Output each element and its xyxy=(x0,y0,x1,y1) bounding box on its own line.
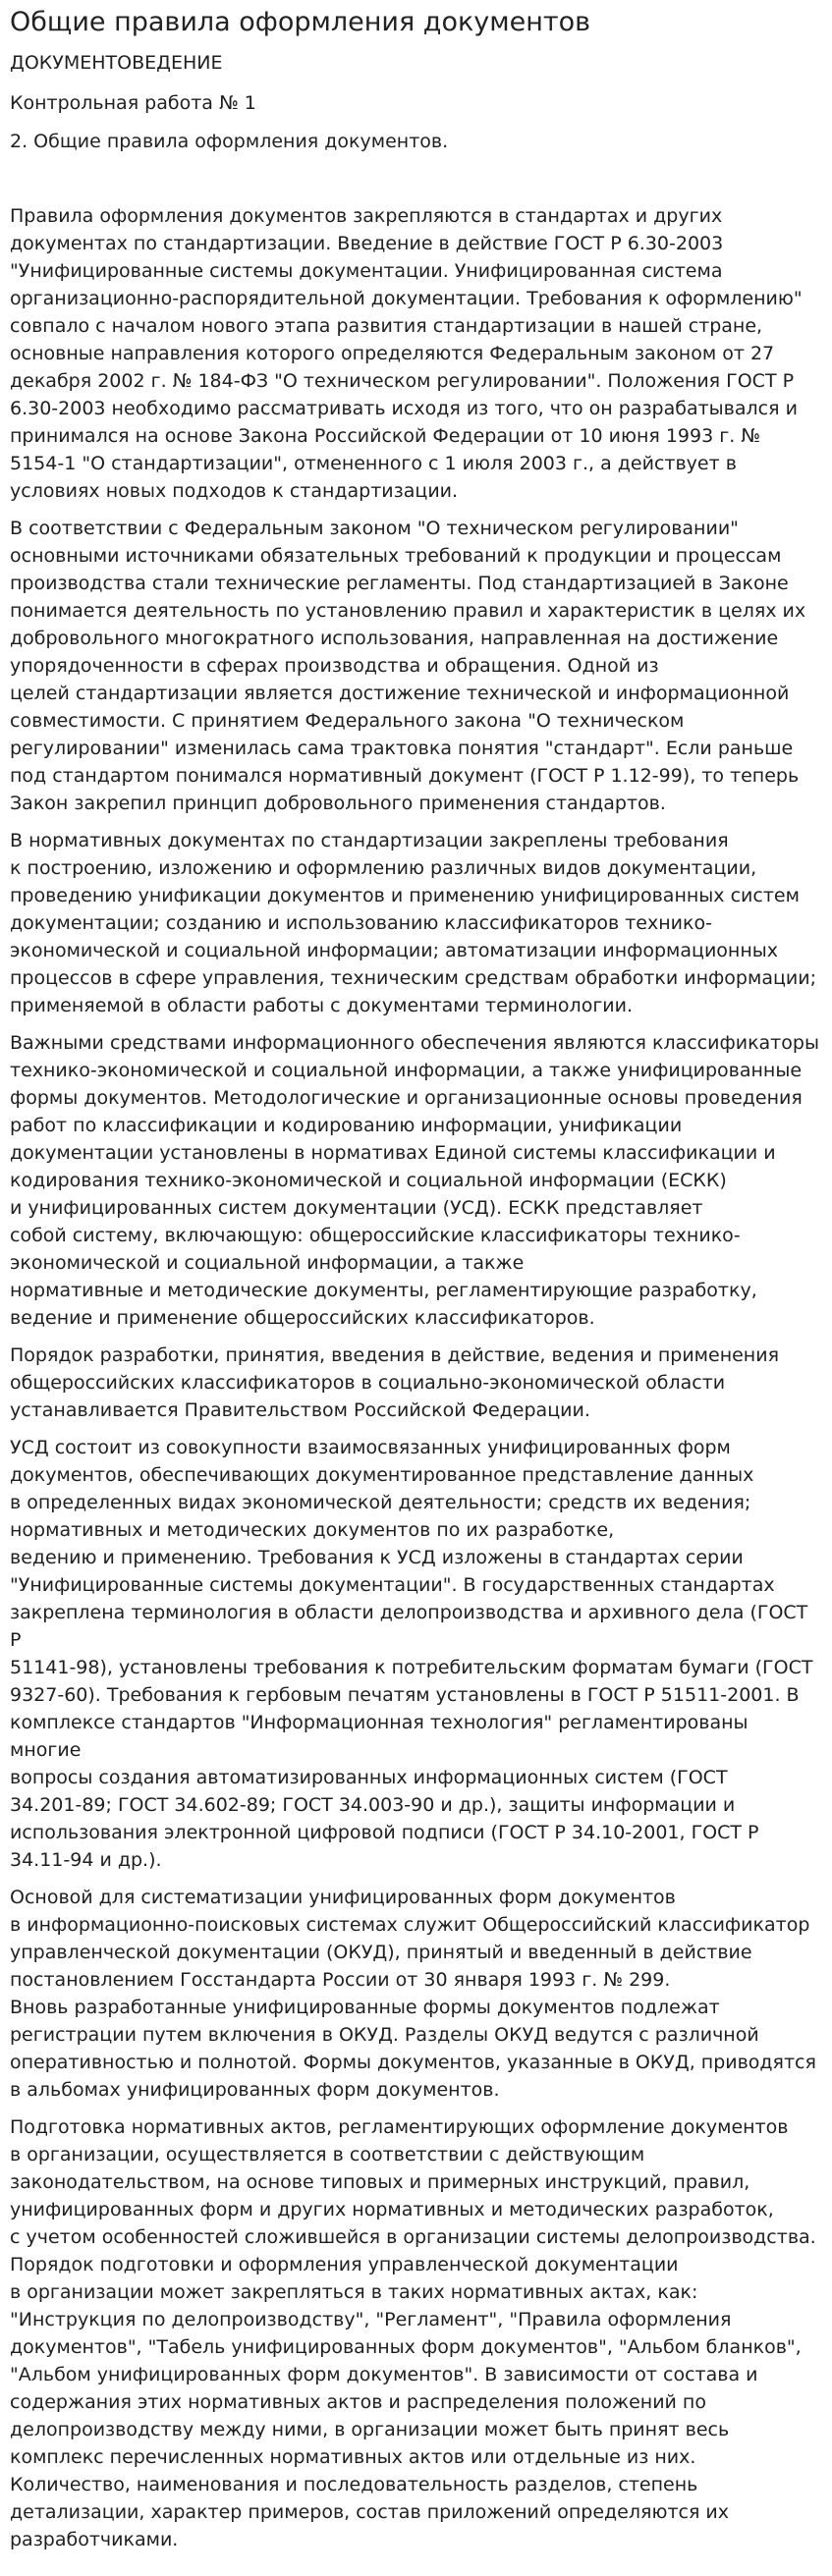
paragraph: Основой для систематизации унифицированных форм документов в информационно-поисковых системах служит Общероссийский классификатор управленческой документации (ОКУД), принятый и введенный в действие постановлением Госстандарта России от 30 января 1993 г. № 299. Вновь разработанные унифицированные формы документов подлежат регистрации путем включения в ОКУД. Разделы ОКУД ведутся с различной оперативностью и полнотой. Формы документов, указанные в ОКУД, приводятся в альбомах унифицированных форм документов. xyxy=(10,1887,816,2101)
paragraph: Важными средствами информационного обеспечения являются классификаторы технико-экономической и социальной информации, а также унифицированные формы документов. Методологические и организационные основы проведения работ по классификации и кодированию информации, унификации документации установлены в нормативах Единой системы классификации и кодирования технико-экономической и социальной информации (ЕСКК) и унифицированных систем документации (УСД). ЕСКК представляет собой систему, включающую: общероссийские классификаторы технико- экономической и социальной информации, а также нормативные и методические документы, регламентирующие разработку, ведение и применение общероссийских классификаторов. xyxy=(10,1032,819,1329)
spacer xyxy=(10,153,822,202)
section-heading: 2. Общие правила оформления документов. xyxy=(10,131,449,152)
document-subtitle: Контрольная работа № 1 xyxy=(10,92,256,114)
paragraph: В соответствии с Федеральным законом "О техническом регулировании" основными источниками обязательных требований к продукции и процессам производства стали технические регламенты. Под стандартизацией в Законе понимается деятельность по установлению правил и характеристик в целях их добровольного многократного использования, направленная на достижение упорядоченности в сферах производства и обращения. Одной из целей стандартизации является достижение технической и информационной совместимости. С принятием Федерального закона "О техническом регулировании" изменилась сама трактовка понятия "стандарт". Если раньше под стандартом понимался нормативный документ (ГОСТ Р 1.12-99), то теперь Закон закрепил принцип добровольного применения стандартов. xyxy=(10,518,806,814)
paragraph: В нормативных документах по стандартизации закреплены требования к построению, изложению и оформлению различных видов документации, проведению унификации документов и применению унифицированных систем документации; созданию и использованию классификаторов технико- экономической и социальной информации; автоматизации информационных процессов в сфере управления, техническим средствам обработки информации; применяемой в области работы с документами терминологии. xyxy=(10,830,816,1016)
paragraph: Порядок разработки, принятия, введения в действие, ведения и применения общероссийских классификаторов в социально-экономической области устанавливается Правительством Российской Федерации. xyxy=(10,1344,780,1421)
paragraph: Подготовка нормативных актов, регламентирующих оформление документов в организации, осуществляется в соответствии с действующим законодательством, на основе типовых и примерных инструкций, правил, унифицированных форм и других нормативных и методических разработок, с учетом особенностей сложившейся в организации системы делопроизводства. Порядок подготовки и оформления управленческой документации в организации может закрепляться в таких нормативных актах, как: "Инструкция по делопроизводству", "Регламент", "Правила оформления документов", "Табель унифицированных форм документов", "Альбом бланков", "Альбом унифицированных форм документов". В зависимости от состава и содержания этих нормативных актов и распределения положений по делопроизводству между ними, в организации может быть принят весь комплекс перечисленных нормативных актов или отдельные из них. Количество, наименования и последовательность разделов, степень детализации, характер примеров, состав приложений определяются их разработчиками. xyxy=(10,2116,816,2550)
document-category: ДОКУМЕНТОВЕДЕНИЕ xyxy=(10,52,223,74)
document-title: Общие правила оформления документов xyxy=(10,7,591,37)
paragraph: Правила оформления документов закрепляются в стандартах и других документах по стандартизации. Введение в действие ГОСТ Р 6.30-2003 "Унифицированные системы документации. Унифицированная система организационно-распорядительной документации. Требования к оформлению" совпало с началом нового этапа развития стандартизации в нашей стране, основные направления которого определяются Федеральным законом от 27 декабря 2002 г. № 184-ФЗ "О техническом регулировании". Положения ГОСТ Р 6.30-2003 необходимо рассматривать исходя из того, что он разрабатывался и принимался на основе Закона Российской Федерации от 10 июня 1993 г. № 5154-1 "О стандартизации", отмененного с 1 июля 2003 г., а действует в условиях новых подходов к стандартизации. xyxy=(10,205,803,502)
document-body xyxy=(10,202,822,2553)
paragraph: УСД состоит из совокупности взаимосвязанных унифицированных форм документов, обеспечивающих документированное представление данных в определенных видах экономической деятельности; средств их ведения; нормативных и методических документов по их разработке, ведению и применению. Требования к УСД изложены в стандартах серии "Унифицированные системы документации". В государственных стандартах закреплена терминология в области делопроизводства и архивного дела (ГОСТ Р 51141-98), установлены требования к потребительским форматам бумаги (ГОСТ 9327-60). Требования к гербовым печатям установлены в ГОСТ Р 51511-2001. В комплексе стандартов "Информационная технология" регламентированы многие вопросы создания автоматизированных информационных систем (ГОСТ 34.201-89; ГОСТ 34.602-89; ГОСТ 34.003-90 и др.), защиты информации и использования электронной цифровой подписи (ГОСТ Р 34.10-2001, ГОСТ Р 34.11-94 и др.). xyxy=(10,1437,813,1871)
